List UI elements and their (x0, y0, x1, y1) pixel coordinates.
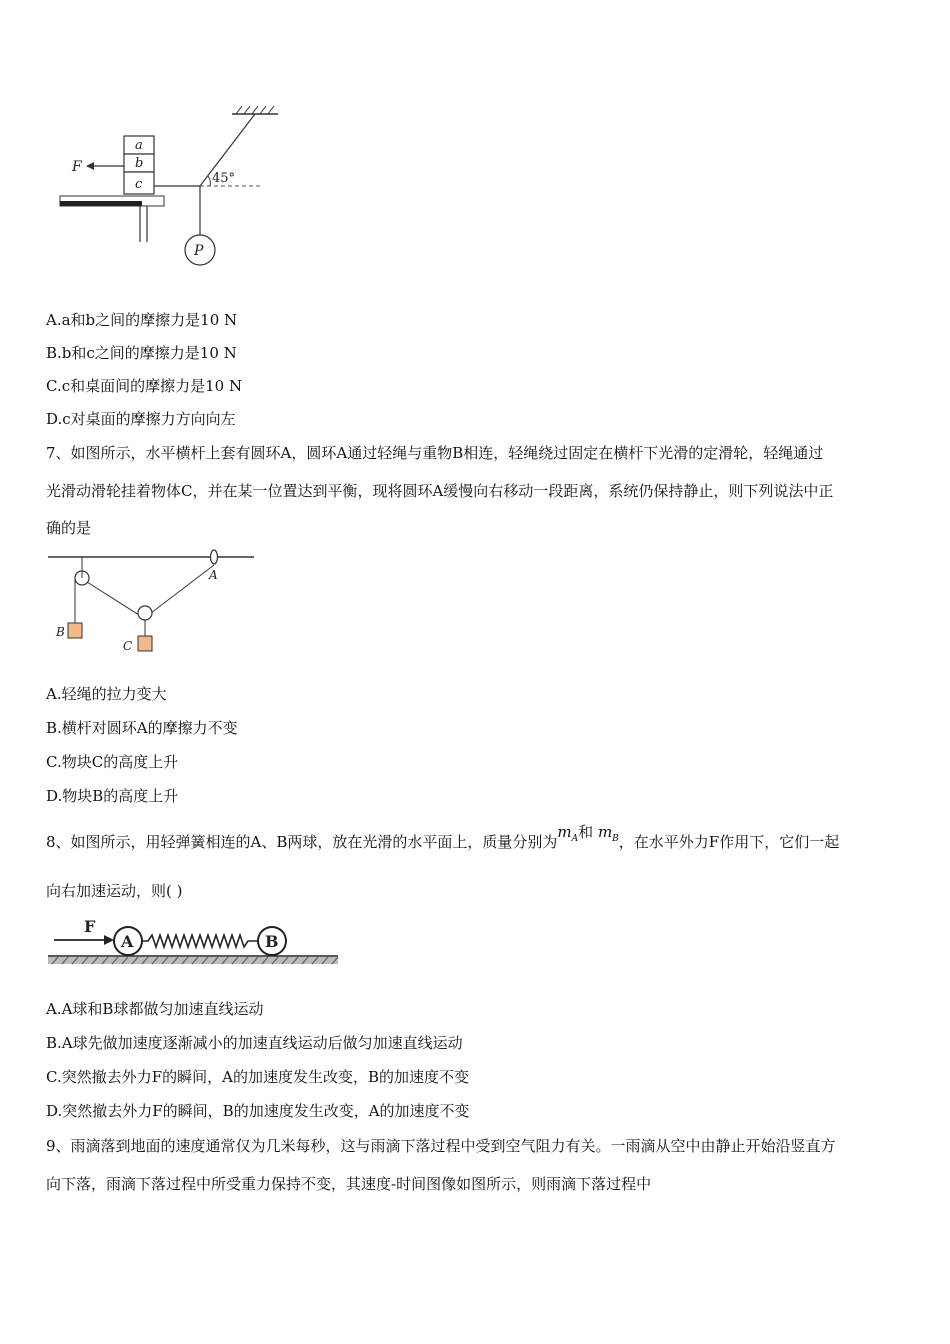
block-c-label: C (123, 639, 133, 653)
block-c-label: c (135, 177, 143, 192)
block-b-label: b (135, 156, 144, 171)
weight-p-label: P (194, 243, 204, 259)
mass-a-sub: A (571, 834, 579, 844)
q6-option-b[interactable]: B.b和c之间的摩擦力是10 N (46, 344, 237, 362)
force-f-label: F (84, 917, 96, 936)
ball-b-label: B (265, 932, 279, 951)
q6-figure (50, 100, 290, 280)
q9-stem-line2: 向下落，雨滴下落过程中所受重力保持不变，其速度-时间图像如图所示，则雨滴下落过程中 (46, 1175, 652, 1193)
q7-stem-line2: 光滑动滑轮挂着物体C，并在某一位置达到平衡，现将圆环A缓慢向右移动一段距离，系统仍保持静止，则下列说法中正 (46, 482, 834, 500)
block-a-label: a (135, 138, 143, 153)
angle-label: 45° (212, 171, 236, 186)
q8-stem-line1 (46, 823, 840, 859)
q8-option-c[interactable]: C.突然撤去外力F的瞬间，A的加速度发生改变，B的加速度不变 (46, 1068, 469, 1086)
block-c (138, 636, 152, 651)
q7-stem-line1: 7、如图所示，水平横杆上套有圆环A，圆环A通过轻绳与重物B相连，轻绳绕过固定在横杆下光滑的定滑轮，轻绳通过 (46, 444, 824, 462)
block-b-label: B (56, 625, 65, 639)
q7-option-d[interactable]: D.物块B的高度上升 (46, 787, 179, 805)
q8-stem-line2: 向右加速运动，则( ) (46, 882, 183, 900)
q7-figure (44, 545, 264, 660)
q8-option-b[interactable]: B.A球先做加速度逐渐减小的加速直线运动后做匀加速直线运动 (46, 1034, 463, 1052)
mass-a: m (557, 823, 572, 841)
q8-figure (46, 912, 342, 970)
q8-stem-part2: ，在水平外力F作用下，它们一起 (618, 833, 840, 851)
q8-option-d[interactable]: D.突然撤去外力F的瞬间，B的加速度发生改变，A的加速度不变 (46, 1102, 470, 1120)
force-f-label: F (72, 159, 82, 175)
ball-a-label: A (121, 932, 134, 951)
q7-stem-line3: 确的是 (46, 519, 92, 537)
q7-option-c[interactable]: C.物块C的高度上升 (46, 753, 179, 771)
q8-option-a[interactable]: A.A球和B球都做匀加速直线运动 (46, 1000, 264, 1018)
q8-stem-part1: 8、如图所示，用轻弹簧相连的A、B两球，放在光滑的水平面上，质量分别为 (46, 833, 558, 851)
moving-pulley (138, 606, 152, 620)
q6-option-a[interactable]: A.a和b之间的摩擦力是10 N (46, 311, 238, 329)
q7-option-a[interactable]: A.轻绳的拉力变大 (46, 685, 167, 703)
mass-join: 和 (578, 823, 594, 841)
q6-option-d[interactable]: D.c对桌面的摩擦力方向向左 (46, 410, 236, 428)
ring-a (211, 550, 218, 564)
q9-stem-line1: 9、雨滴落到地面的速度通常仅为几米每秒，这与雨滴下落过程中受到空气阻力有关。一雨滴从空中由静止开始沿竖直方 (46, 1137, 836, 1155)
mass-b-sub: B (612, 834, 619, 844)
spring (142, 935, 258, 947)
q7-option-b[interactable]: B.横杆对圆环A的摩擦力不变 (46, 719, 238, 737)
q6-option-c[interactable]: C.c和桌面间的摩擦力是10 N (46, 377, 243, 395)
block-b (68, 623, 82, 638)
mass-expression (557, 823, 619, 844)
mass-b: m (597, 823, 613, 841)
ring-a-label: A (209, 568, 218, 582)
